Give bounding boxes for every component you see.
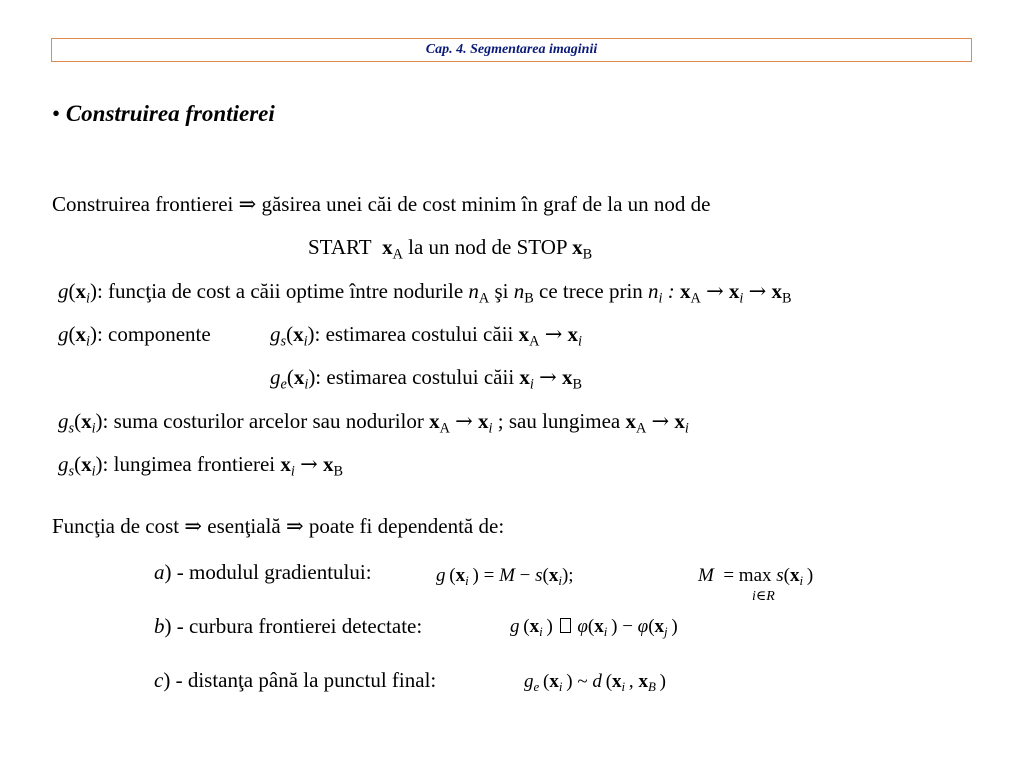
cost-text: Funcţia de cost	[52, 514, 185, 538]
formula-c: $g_e$ ($x_i$ ) ~ d ($x_i$ , $x_B$ )	[524, 671, 666, 694]
section-heading	[52, 101, 275, 127]
missing-glyph-box	[560, 618, 571, 633]
intro-line	[52, 194, 711, 215]
implies-arrow: ⇒	[238, 192, 257, 216]
max-subscript: i∈R	[752, 589, 775, 604]
implies-arrow: ⇒	[285, 514, 304, 538]
formula-a: g ($x_i$ ) = $M - s(x_i)$;	[436, 565, 574, 588]
intro-text-2: găsirea unei căi de cost minim în graf de la un nod de	[256, 192, 711, 216]
gs-length-line: $g_s(x_i)$: lungimea frontierei $x_i \to x_B$	[58, 452, 343, 480]
sub-b: B	[582, 246, 593, 263]
section-title: Construirea frontierei	[65, 101, 275, 126]
cost-text-2: esenţială	[202, 514, 286, 538]
header-box	[51, 38, 972, 62]
item-letter: b	[154, 614, 165, 638]
sub-a: A	[392, 246, 403, 263]
cost-definition-line: $g(x_i)$: funcţia de cost a căii optime între nodurile $n_A$ şi $n_B$ ce trece prin $n_i$ : $x_A \to x_i \to x_B$	[58, 279, 792, 307]
item-label: ) - distanţa până la punctul final:	[163, 668, 437, 692]
mid-text: la un nod de STOP	[402, 235, 573, 259]
item-b	[154, 616, 422, 637]
line-text: ): suma costurilor arcelor sau nodurilor	[95, 409, 430, 433]
implies-arrow: ⇒	[184, 514, 202, 538]
ge-estimate-line: $g_e(x_i)$: estimarea costului căii $x_i \to x_B$	[270, 365, 582, 393]
item-letter: a	[154, 560, 165, 584]
line-text: ce trece prin	[533, 279, 649, 303]
cost-function-line	[52, 516, 504, 537]
line-text: ; sau lungimea	[492, 409, 626, 433]
item-letter: c	[154, 668, 164, 692]
line-text: ): funcţia de cost a căii optime între nodurile	[89, 279, 469, 303]
cost-text-3: poate fi dependentă de:	[303, 514, 505, 538]
start-stop-line	[308, 235, 593, 263]
start-label: START	[308, 235, 372, 259]
line-text: ): estimarea costului căii	[308, 365, 520, 389]
formula-max: $M = \max s(x_i$ )	[698, 565, 814, 588]
header-title: Cap. 4. Segmentarea imaginii	[425, 42, 598, 57]
item-c	[154, 670, 436, 691]
item-label: ) - curbura frontierei detectate:	[164, 614, 423, 638]
line-text: ): componente	[89, 322, 211, 346]
bullet: •	[52, 101, 61, 126]
line-text: ): estimarea costului căii	[307, 322, 519, 346]
components-line: $g(x_i)$: componente	[58, 322, 211, 350]
item-a	[154, 562, 372, 583]
intro-text: Construirea frontierei	[52, 192, 234, 216]
gs-estimate-line: $g_s(x_i)$: estimarea costului căii $x_A \to x_i$	[270, 322, 583, 350]
formula-b: g ($x_i$ ) $\varphi(x_i$ ) − $\varphi(x_j$ )	[510, 616, 678, 639]
line-text: şi	[489, 279, 514, 303]
item-label: ) - modulul gradientului:	[164, 560, 372, 584]
line-text: ): lungimea frontierei	[95, 452, 281, 476]
node-x: x	[382, 235, 393, 259]
node-x: x	[572, 235, 583, 259]
gs-sum-line: $g_s(x_i)$: suma costurilor arcelor sau nodurilor $x_A \to x_i$ ; sau lungimea $x_A \to x_i$	[58, 409, 689, 437]
